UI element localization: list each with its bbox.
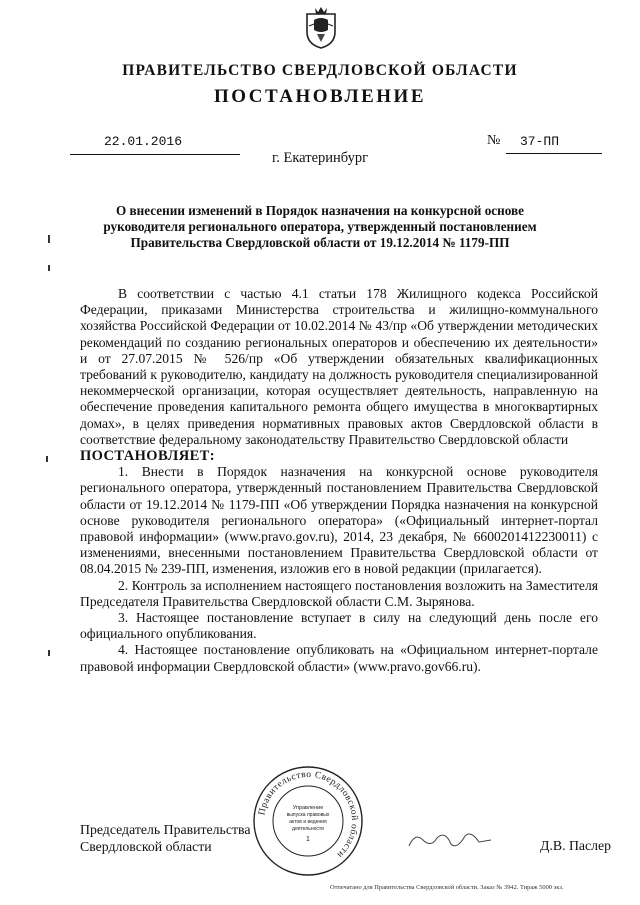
- decree-item: 4. Настоящее постановление опубликовать на «Официальном интернет-портале правовой информации Свердловской области» (www.pravo.gov66.ru).: [80, 642, 598, 674]
- svg-text:Правительство Свердловской обл: Правительство Свердловской области: [257, 769, 360, 860]
- decree-item: 3. Настоящее постановление вступает в силу на следующий день после его официального опубликования.: [80, 610, 598, 642]
- document-type: ПОСТАНОВЛЕНИЕ: [213, 86, 427, 107]
- document-title: О внесении изменений в Порядок назначения на конкурсной основе руководителя регионального оператора, утвержденный постановлением Правительства Свердловской области от 19.12.2014 № 1179-ПП: [103, 203, 537, 250]
- svg-text:Управление: Управление: [292, 805, 324, 811]
- city: г. Екатеринбург: [271, 150, 369, 166]
- document-number: 37-ПП: [520, 134, 560, 149]
- handwritten-signature: [405, 826, 495, 854]
- svg-text:актов и ведения: актов и ведения: [289, 819, 327, 825]
- svg-text:1: 1: [306, 836, 310, 843]
- margin-mark: [48, 650, 50, 656]
- svg-text:выпуска правовых: выпуска правовых: [286, 812, 330, 818]
- signatory-name: Д.В. Паслер: [540, 838, 612, 853]
- number-sign: №: [487, 133, 501, 148]
- government-name: ПРАВИТЕЛЬСТВО СВЕРДЛОВСКОЙ ОБЛАСТИ: [122, 62, 518, 79]
- svg-text:деятельности: деятельности: [292, 826, 324, 832]
- print-note: Отпечатано для Правительства Свердловской области. Заказ № 3942. Тираж 5000 экз.: [330, 884, 564, 891]
- margin-mark: [48, 265, 50, 271]
- margin-mark: [48, 235, 50, 243]
- document-date: 22.01.2016: [104, 134, 183, 149]
- signatory-title: [80, 821, 250, 855]
- margin-mark: [46, 456, 48, 462]
- official-stamp: [252, 765, 364, 877]
- signatory-title-line1: Председатель Правительства: [80, 822, 251, 837]
- decree-item: 2. Контроль за исполнением настоящего постановления возложить на Заместителя Председателя Правительства Свердловской области С.М. Зырянова.: [80, 577, 598, 609]
- signatory-title-line2: Свердловской области: [80, 839, 212, 854]
- coat-of-arms-icon: [303, 6, 339, 50]
- preamble: В соответствии с частью 4.1 статьи 178 Жилищного кодекса Российской Федерации, приказами Министерства строительства и жилищно-коммунального хозяйства Российской Федерации от 10.02.2014 № 43/пр «Об утверждении методических рекомендаций по созданию региональных операторов и обеспечению их деятельности» и от 27.07.2015 № 526/пр «Об утверждении обязательных квалификационных требований к руководителю, кандидату на должность руководителя специализированной некоммерческой организации, которая осуществляет деятельность, направленную на обеспечение проведения капитального ремонта общего имущества в многоквартирных домах», в целях приведения нормативных правовых актов Свердловской области в соответствие федеральному законодательству Правительство Свердловской области: [80, 286, 598, 447]
- decree-heading: ПОСТАНОВЛЯЕТ:: [80, 448, 215, 465]
- document-body: [80, 286, 598, 675]
- decree-item: 1. Внести в Порядок назначения на конкурсной основе руководителя регионального оператора, утвержденный постановлением Правительства Свердловской области от 19.12.2014 № 1179-ПП «Об утверждении Порядка назначения на конкурсной основе руководителя регионального оператора» («Официальный интернет-портал правовой информации» (www.pravo.gov.ru), 2014, 23 декабря, № 6600201412230011) с изменениями, внесенными постановлением Правительства Свердловской области от 08.04.2015 № 239-ПП, изменения, изложив его в новой редакции (прилагается).: [80, 464, 598, 577]
